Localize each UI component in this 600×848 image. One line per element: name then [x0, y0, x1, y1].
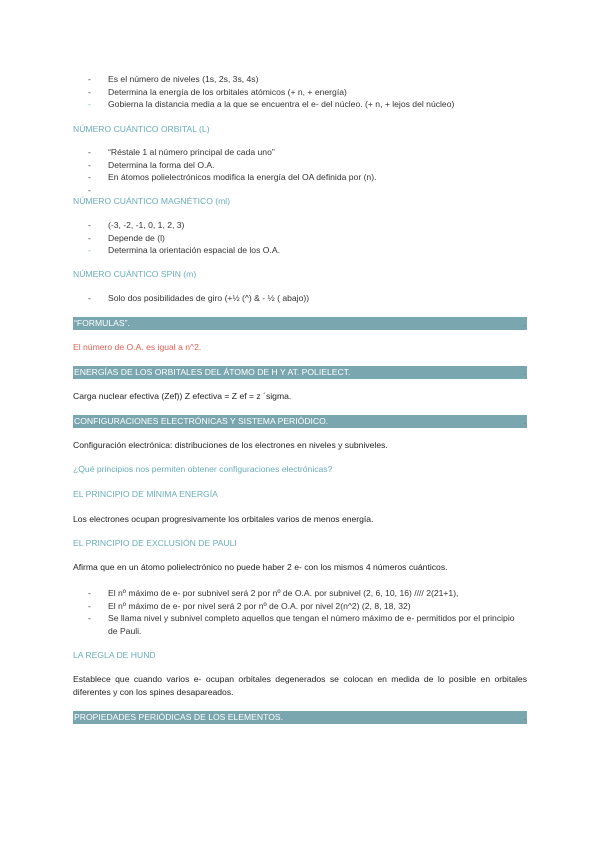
carga-nuclear-text: Carga nuclear efectiva (Zef)) Z efectiva = Z ef = z ´sigma.: [73, 391, 292, 401]
list-item: - Determina la orientación espacial de los O.A.: [88, 245, 280, 256]
highlight-text: El número de O.A. es igual a n^2.: [73, 342, 202, 352]
section-bar-formulas: “FORMULAS”. .: [74, 318, 526, 328]
list-item: - El nº máximo de e- por nivel será 2 por nº de O.A. por nivel 2(n^2) (2, 8, 18, 32): [88, 600, 411, 611]
list-item: - Depende de (l): [88, 232, 165, 243]
heading-orbital: NÚMERO CUÁNTICO ORBITAL (L): [73, 124, 210, 134]
list-orbital: [88, 146, 376, 196]
section-bar-energias: ENERGÍAS DE LOS ORBITALES DEL ÁTOMO DE H Y AT. POLIELECT. .: [74, 367, 526, 377]
heading-spin: NÚMERO CUÁNTICO SPIN (m): [73, 269, 197, 279]
list-item: - Se llama nivel y subnivel completo aquellos que tengan el número máximo de e- permitidos por el principio de Pauli.: [88, 613, 515, 636]
list-item: - Determina la forma del O.A.: [88, 159, 215, 170]
pauli-text: Afirma que en un átomo polielectrónico no puede haber 2 e- con los mismos 4 números cuánticos.: [73, 562, 448, 572]
heading-minima-energia: EL PRINCIPIO DE MÍNIMA ENERGÍA: [73, 489, 218, 499]
list-spin: [88, 292, 309, 305]
list-pauli: [88, 587, 526, 637]
heading-hund: LA REGLA DE HUND: [73, 650, 156, 660]
list-item: - Solo dos posibilidades de giro (+½ (^) & - ½ ( abajo)): [88, 293, 310, 303]
heading-magnetico: NÚMERO CUÁNTICO MAGNÉTICO (ml): [73, 196, 231, 206]
hund-text: Establece que cuando varios e- ocupan orbitales degenerados se colocan en medida de lo posible en orbitales diferentes y con los spines desapareados.: [73, 674, 527, 697]
list-magnetico: [88, 219, 280, 257]
section-bar-propiedades: PROPIEDADES PERIÓDICAS DE LOS ELEMENTOS. .: [74, 712, 526, 722]
list-item: - Gobierna la distancia media a la que se encuentra el e- del núcleo. (+ n, + lejos del núcleo): [88, 99, 455, 110]
list-item: - Es el número de niveles (1s, 2s, 3s, 4s): [88, 74, 259, 84]
section-bar-configuraciones: CONFIGURACIONES ELECTRÓNICAS Y SISTEMA PERIÓDICO. .: [74, 416, 526, 426]
heading-pauli: EL PRINCIPIO DE EXCLUSIÓN DE PAULI: [73, 538, 237, 548]
list-item: - En átomos polielectrónicos modifica la energía del OA definida por (n).: [88, 172, 377, 183]
config-definition: Configuración electrónica: distribuciones de los electrones en niveles y subniveles.: [73, 440, 388, 450]
list-numero-principal: [88, 73, 454, 111]
question-text: ¿Qué principios nos permiten obtener configuraciones electrónicas?: [73, 464, 333, 474]
list-item: - (-3, -2, -1, 0, 1, 2, 3): [88, 220, 185, 230]
list-item: - Determina la energía de los orbitales atómicos (+ n, + energía): [88, 86, 347, 97]
minima-energia-text: Los electrones ocupan progresivamente los orbitales varios de menos energía.: [73, 514, 374, 524]
list-item: -: [88, 184, 91, 195]
list-item: - “Réstale 1 al número principal de cada uno”: [88, 147, 275, 157]
list-item: - El nº máximo de e- por subnivel será 2 por nº de O.A. por subnivel (2, 6, 10, 16) //// 2(21+1),: [88, 588, 459, 598]
